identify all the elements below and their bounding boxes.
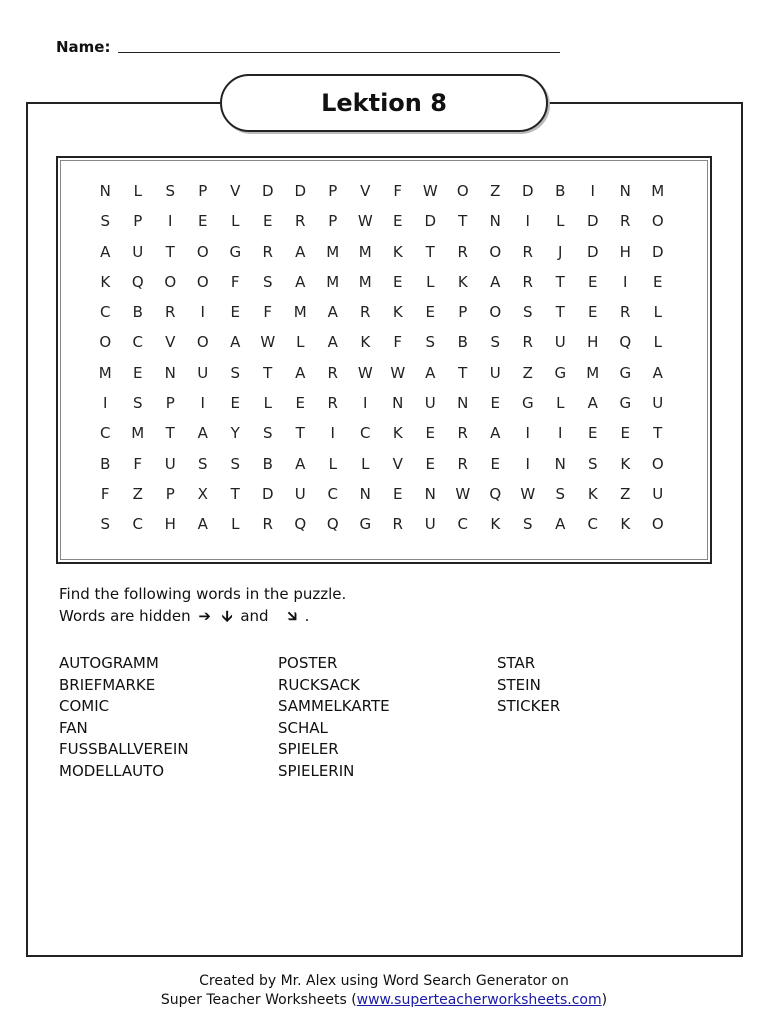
name-field xyxy=(56,38,560,56)
grid-letter: C xyxy=(587,515,598,534)
grid-letter: L xyxy=(328,454,337,473)
name-label: Name: xyxy=(56,38,111,56)
arrow-diagonal-icon: 🡮 xyxy=(287,607,297,625)
word-list-item: AUTOGRAMM xyxy=(59,654,159,672)
grid-letter: L xyxy=(426,272,435,291)
instructions-and: and xyxy=(240,607,269,625)
grid-letter: A xyxy=(327,333,338,352)
grid-letter: E xyxy=(133,363,143,382)
grid-letter: B xyxy=(100,454,111,473)
grid-letter: U xyxy=(424,515,436,534)
grid-letter: I xyxy=(590,182,595,200)
grid-letter: R xyxy=(620,212,631,231)
grid-letter: E xyxy=(490,394,500,413)
grid-letter: P xyxy=(328,212,338,231)
grid-letter: T xyxy=(165,424,175,443)
grid-letter: R xyxy=(327,394,338,413)
grid-letter: I xyxy=(200,394,205,413)
grid-letter: O xyxy=(651,515,664,534)
grid-letter: G xyxy=(619,394,632,413)
grid-letter: M xyxy=(358,272,372,291)
word-list-item: FUSSBALLVEREIN xyxy=(59,740,189,758)
grid-letter: O xyxy=(489,242,502,261)
grid-letter: R xyxy=(457,424,468,443)
grid-letter: Q xyxy=(294,515,307,534)
grid-letter: U xyxy=(424,394,436,413)
grid-letter: E xyxy=(490,454,500,473)
grid-letter: M xyxy=(326,242,340,261)
footer-credit: Created by Mr. Alex using Word Search Generator on xyxy=(199,973,569,989)
grid-letter: M xyxy=(98,363,112,382)
grid-letter: Z xyxy=(522,363,533,382)
grid-letter: R xyxy=(262,242,273,261)
footer-source-suffix: ) xyxy=(601,992,608,1008)
grid-letter: F xyxy=(133,454,143,473)
grid-letter: R xyxy=(457,454,468,473)
grid-letter: S xyxy=(262,272,273,291)
grid-letter: C xyxy=(360,424,371,443)
grid-letter: T xyxy=(555,303,565,322)
grid-letter: D xyxy=(586,242,599,261)
grid-letter: O xyxy=(196,272,209,291)
grid-letter: R xyxy=(360,303,371,322)
word-list-item: SCHAL xyxy=(278,718,328,737)
footer-source-prefix: Super Teacher Worksheets ( xyxy=(160,992,357,1008)
grid-letter: F xyxy=(230,272,240,291)
grid-letter: A xyxy=(490,424,501,443)
grid-letter: D xyxy=(651,242,664,261)
grid-letter: D xyxy=(521,182,534,200)
word-list-item: MODELLAUTO xyxy=(59,761,165,780)
grid-letter: K xyxy=(620,515,631,534)
grid-letter: N xyxy=(99,182,111,200)
grid-letter: R xyxy=(522,242,533,261)
grid-letter: S xyxy=(425,333,436,352)
grid-letter: F xyxy=(100,484,110,503)
grid-letter: U xyxy=(132,242,144,261)
grid-letter: I xyxy=(525,424,530,443)
grid-letter: P xyxy=(165,394,175,413)
grid-letter: I xyxy=(623,272,628,291)
footer-source xyxy=(0,991,768,1010)
word-list-item: RUCKSACK xyxy=(278,675,360,694)
grid-letter: G xyxy=(554,363,567,382)
grid-letter: U xyxy=(554,333,566,352)
grid-letter: L xyxy=(653,303,662,322)
grid-letter: R xyxy=(392,515,403,534)
grid-letter: M xyxy=(651,182,665,200)
grid-letter: E xyxy=(295,394,305,413)
word-list-column-2 xyxy=(278,653,390,782)
word-list-column-3 xyxy=(497,653,560,718)
grid-letter: K xyxy=(392,424,403,443)
grid-letter: N xyxy=(392,394,404,413)
grid-letter: H xyxy=(587,333,599,352)
grid-letter: O xyxy=(164,272,177,291)
grid-letter: U xyxy=(164,454,176,473)
grid-letter: L xyxy=(231,212,240,231)
grid-letter: Q xyxy=(326,515,339,534)
grid-letter: L xyxy=(556,394,565,413)
grid-letter: K xyxy=(392,242,403,261)
grid-letter: I xyxy=(558,424,563,443)
grid-letter: M xyxy=(293,303,307,322)
grid-letter: M xyxy=(586,363,600,382)
grid-letter: N xyxy=(359,484,371,503)
grid-letter: P xyxy=(165,484,175,503)
grid-letter: Z xyxy=(620,484,631,503)
grid-letter: S xyxy=(165,182,176,200)
grid-letter: E xyxy=(393,212,403,231)
grid-letter: B xyxy=(457,333,468,352)
grid-letter: I xyxy=(525,212,530,231)
grid-letter: Q xyxy=(619,333,632,352)
grid-letter: C xyxy=(457,515,468,534)
grid-letter: W xyxy=(357,363,373,382)
grid-letter: K xyxy=(587,484,598,503)
grid-letter: I xyxy=(330,424,335,443)
grid-letter: K xyxy=(100,272,111,291)
grid-letter: M xyxy=(131,424,145,443)
grid-letter: O xyxy=(196,242,209,261)
grid-letter: S xyxy=(262,424,273,443)
instructions-line2 xyxy=(59,605,346,627)
grid-letter: E xyxy=(588,303,598,322)
grid-letter: A xyxy=(197,424,208,443)
grid-letter: T xyxy=(555,272,565,291)
grid-letter: A xyxy=(295,454,306,473)
grid-letter: L xyxy=(296,333,305,352)
grid-letter: E xyxy=(588,424,598,443)
grid-letter: K xyxy=(490,515,501,534)
grid-letter: R xyxy=(522,333,533,352)
grid-letter: Y xyxy=(230,424,240,443)
grid-letter: A xyxy=(197,515,208,534)
grid-letter: V xyxy=(392,454,403,473)
grid-letter: Z xyxy=(132,484,143,503)
grid-letter: I xyxy=(525,454,530,473)
grid-letter: I xyxy=(103,394,108,413)
grid-letter: T xyxy=(263,363,273,382)
grid-letter: D xyxy=(424,212,437,231)
word-list-item: STEIN xyxy=(497,675,541,694)
grid-letter: A xyxy=(100,242,111,261)
word-list-item: STAR xyxy=(497,654,536,672)
grid-letter: E xyxy=(653,272,663,291)
grid-letter: S xyxy=(490,333,501,352)
grid-letter: W xyxy=(422,182,438,200)
grid-letter: Q xyxy=(131,272,144,291)
grid-letter: V xyxy=(360,182,371,200)
grid-letter: S xyxy=(230,454,241,473)
grid-letter: L xyxy=(263,394,272,413)
word-list-column-1 xyxy=(59,653,189,782)
grid-letter: E xyxy=(230,394,240,413)
grid-letter: W xyxy=(357,212,373,231)
grid-letter: I xyxy=(200,303,205,322)
instructions xyxy=(59,583,346,627)
grid-letter: O xyxy=(196,333,209,352)
grid-letter: O xyxy=(651,454,664,473)
grid-letter: D xyxy=(261,484,274,503)
grid-letter: R xyxy=(262,515,273,534)
grid-letter: P xyxy=(328,182,338,200)
grid-letter: F xyxy=(263,303,273,322)
grid-letter: B xyxy=(132,303,143,322)
grid-letter: Q xyxy=(489,484,502,503)
grid-letter: A xyxy=(425,363,436,382)
grid-letter: O xyxy=(456,182,469,200)
grid-letter: S xyxy=(100,212,111,231)
grid-letter: W xyxy=(520,484,536,503)
grid-letter: E xyxy=(393,272,403,291)
arrow-down-icon: 🡫 xyxy=(221,607,233,625)
grid-letter: G xyxy=(521,394,534,413)
grid-letter: O xyxy=(99,333,112,352)
grid-letter: S xyxy=(587,454,598,473)
grid-letter: T xyxy=(295,424,305,443)
grid-letter: D xyxy=(261,182,274,200)
grid-letter: K xyxy=(392,303,403,322)
grid-letter: R xyxy=(327,363,338,382)
grid-letter: L xyxy=(231,515,240,534)
grid-letter: I xyxy=(168,212,173,231)
grid-letter: W xyxy=(260,333,276,352)
grid-letter: S xyxy=(100,515,111,534)
word-list-item: FAN xyxy=(59,718,88,737)
grid-letter: N xyxy=(457,394,469,413)
grid-letter: T xyxy=(425,242,435,261)
grid-letter: B xyxy=(262,454,273,473)
grid-letter: U xyxy=(197,363,209,382)
grid-letter: D xyxy=(294,182,307,200)
grid-letter: O xyxy=(489,303,502,322)
grid-letter: H xyxy=(619,242,631,261)
grid-letter: T xyxy=(230,484,240,503)
grid-letter: R xyxy=(457,242,468,261)
grid-letter: R xyxy=(295,212,306,231)
grid-letter: V xyxy=(230,182,241,200)
worksheet-title: Lektion 8 xyxy=(220,74,548,132)
grid-letter: E xyxy=(620,424,630,443)
grid-letter: E xyxy=(425,303,435,322)
grid-letter: N xyxy=(619,182,631,200)
grid-letter: W xyxy=(455,484,471,503)
word-list-item: BRIEFMARKE xyxy=(59,675,156,694)
word-list-item: SAMMELKARTE xyxy=(278,697,390,715)
instructions-prefix: Words are hidden xyxy=(59,607,191,625)
instructions-period: . xyxy=(304,607,310,625)
grid-letter: E xyxy=(393,484,403,503)
grid-letter: U xyxy=(294,484,306,503)
grid-letter: E xyxy=(263,212,273,231)
grid-letter: F xyxy=(393,182,403,200)
grid-letter: A xyxy=(327,303,338,322)
grid-letter: K xyxy=(620,454,631,473)
grid-letter: G xyxy=(359,515,372,534)
grid-letter: R xyxy=(165,303,176,322)
grid-letter: P xyxy=(458,303,468,322)
grid-letter: T xyxy=(458,212,468,231)
word-list-item: COMIC xyxy=(59,697,110,715)
grid-letter: M xyxy=(326,272,340,291)
arrow-right-icon: ➔ xyxy=(198,607,211,625)
grid-letter: L xyxy=(653,333,662,352)
grid-letter: J xyxy=(558,242,563,261)
grid-letter: N xyxy=(164,363,176,382)
grid-letter: S xyxy=(522,515,533,534)
grid-letter: S xyxy=(555,484,566,503)
grid-letter: E xyxy=(198,212,208,231)
grid-letter: A xyxy=(652,363,663,382)
grid-letter: X xyxy=(197,484,208,503)
grid-letter: S xyxy=(522,303,533,322)
grid-letter: U xyxy=(489,363,501,382)
grid-letter: F xyxy=(393,333,403,352)
instructions-line1: Find the following words in the puzzle. xyxy=(59,585,347,603)
grid-letter: C xyxy=(132,333,143,352)
grid-letter: U xyxy=(652,484,664,503)
grid-letter: T xyxy=(653,424,663,443)
grid-letter: A xyxy=(295,363,306,382)
grid-letter: E xyxy=(425,424,435,443)
grid-letter: Z xyxy=(490,182,501,200)
grid-letter: C xyxy=(100,303,111,322)
grid-letter: K xyxy=(360,333,371,352)
grid-letter: A xyxy=(555,515,566,534)
grid-letter: E xyxy=(588,272,598,291)
word-list-item: POSTER xyxy=(278,654,338,672)
grid-letter: L xyxy=(361,454,370,473)
grid-letter: B xyxy=(555,182,566,200)
grid-letter: H xyxy=(164,515,176,534)
grid-letter: E xyxy=(425,454,435,473)
footer xyxy=(0,972,768,1010)
word-list-item: STICKER xyxy=(497,697,561,715)
grid-letter: N xyxy=(424,484,436,503)
grid-letter: P xyxy=(198,182,208,200)
grid-letter: D xyxy=(586,212,599,231)
grid-letter: N xyxy=(489,212,501,231)
grid-letter: S xyxy=(132,394,143,413)
grid-letter: U xyxy=(652,394,664,413)
grid-letter: S xyxy=(230,363,241,382)
grid-letter: A xyxy=(230,333,241,352)
grid-letter: A xyxy=(490,272,501,291)
word-list-item: SPIELERIN xyxy=(278,761,355,780)
grid-letter: G xyxy=(229,242,242,261)
grid-letter: R xyxy=(620,303,631,322)
grid-letter: G xyxy=(619,363,632,382)
grid-letter: P xyxy=(133,212,143,231)
grid-letter: W xyxy=(390,363,406,382)
grid-letter: O xyxy=(651,212,664,231)
grid-letter: R xyxy=(522,272,533,291)
grid-letter: V xyxy=(165,333,176,352)
grid-letter: A xyxy=(295,242,306,261)
grid-letter: M xyxy=(358,242,372,261)
word-list-item: SPIELER xyxy=(278,740,339,758)
grid-letter: T xyxy=(458,363,468,382)
grid-letter: L xyxy=(556,212,565,231)
grid-letter: A xyxy=(587,394,598,413)
grid-letter: S xyxy=(197,454,208,473)
grid-letter: T xyxy=(165,242,175,261)
grid-letter: N xyxy=(554,454,566,473)
grid-letter: C xyxy=(327,484,338,503)
grid-letter: A xyxy=(295,272,306,291)
grid-letter: I xyxy=(363,394,368,413)
grid-letter: E xyxy=(230,303,240,322)
name-underline xyxy=(118,52,560,53)
grid-letter: K xyxy=(457,272,468,291)
grid-letter: C xyxy=(132,515,143,534)
grid-letter: L xyxy=(133,182,142,200)
letter-grid xyxy=(89,182,674,546)
grid-letter: C xyxy=(100,424,111,443)
footer-link[interactable]: www.superteacherworksheets.com xyxy=(356,992,602,1008)
